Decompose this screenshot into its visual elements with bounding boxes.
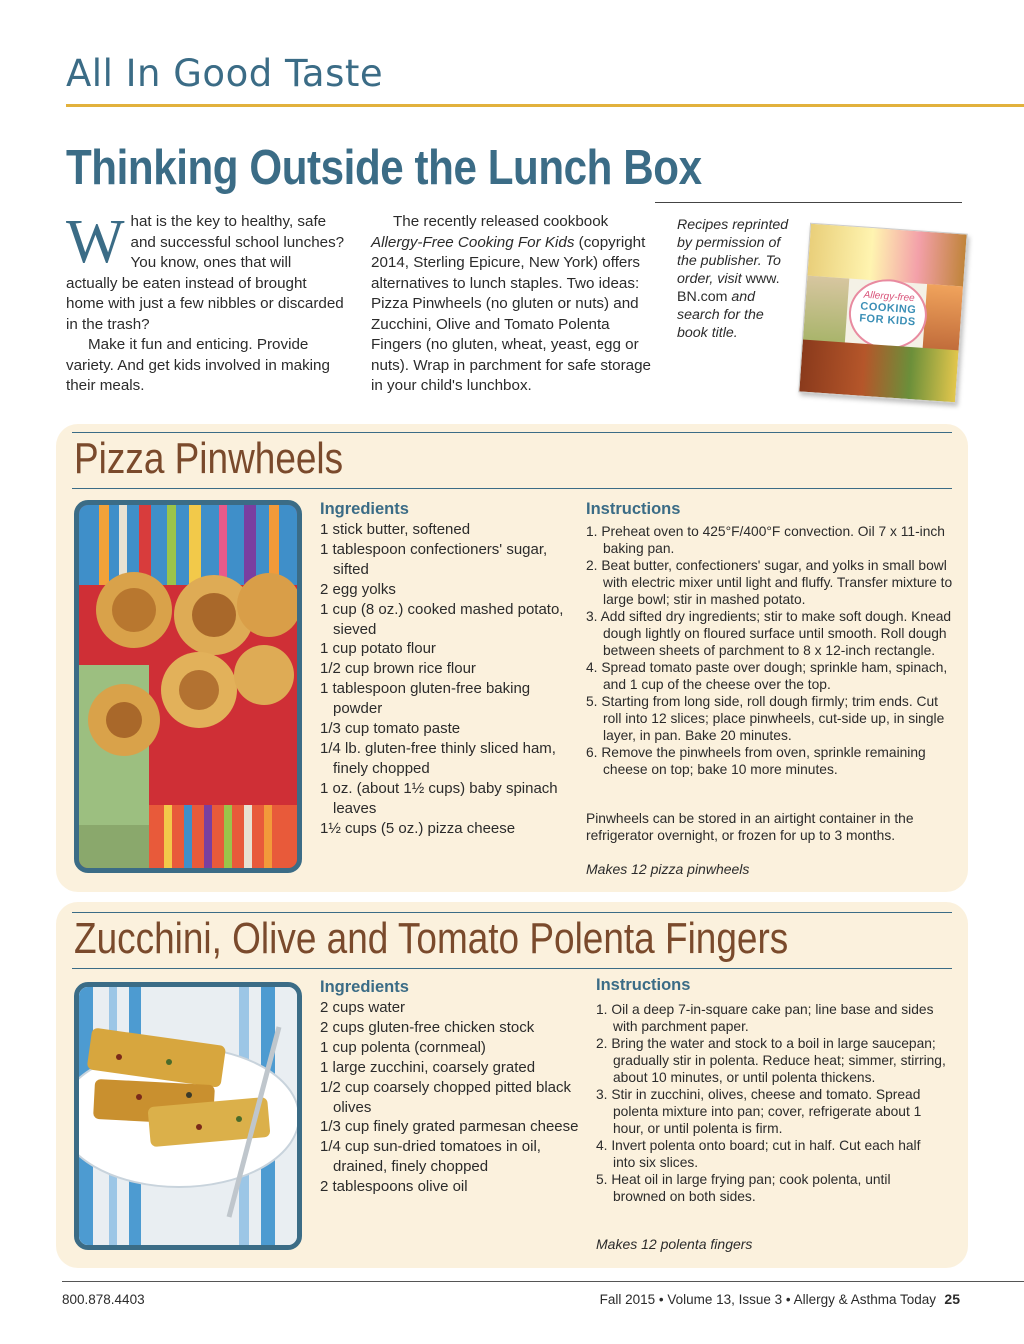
cover-right-photo [923,284,964,352]
instructions-list [596,1001,946,1205]
ingredient-item: 1 cup (8 oz.) cooked mashed potato, sieved [320,600,564,638]
recipe-yield: Makes 12 pizza pinwheels [586,861,750,877]
ingredients-heading: Ingredients [320,978,409,996]
instruction-step: 2. Bring the water and stock to a boil in large saucepan; gradually stir in polenta. Reduce heat; simmer, stirring, about 10 minutes, or until polenta thickens. [596,1036,946,1085]
intro-paragraph-3 [371,212,653,397]
intro-text-3a: The recently released cookbook [393,213,609,230]
credit-link[interactable]: www. BN.com [677,271,780,305]
intro-column-1 [66,208,346,397]
ingredient-item: 1 stick butter, softened [320,521,471,538]
polenta-fingers-photo [74,982,302,1250]
instructions-heading: Instructions [596,976,691,994]
credit-text-a: Recipes reprinted by permission of the publisher. To order, visit [677,217,789,287]
cover-title-line3: FOR KIDS [858,312,917,329]
instruction-step: 4. Invert polenta onto board; cut in half. Cut each half into six slices. [596,1138,921,1170]
footer-issue-info: Fall 2015 • Volume 13, Issue 3 • Allergy & Asthma Today [599,1292,936,1307]
ingredient-item: 1/3 cup tomato paste [320,720,461,738]
ingredient-item: 1/4 lb. gluten-free thinly sliced ham, finely chopped [320,739,556,777]
cover-title-line2: COOKING [859,300,917,317]
section-header: All In Good Taste [66,52,384,95]
instruction-step: 5. Starting from long side, roll dough firmly; trim ends. Cut roll into 12 slices; place pinwheels, cut-side up, in single layer, in pan. Bake 20 minutes. [586,694,945,743]
instructions-list [586,523,954,778]
drop-cap: W [66,208,125,276]
ingredient-item: 2 tablespoons olive oil [320,1178,468,1196]
footer-divider [62,1281,1024,1282]
ingredient-item: 1 oz. (about 1½ cups) baby spinach leaves [320,779,558,817]
ingredient-item: 1/4 cup sun-dried tomatoes in oil, drained, finely chopped [320,1138,541,1176]
intro-text-3b: (copyright 2014, Sterling Epicure, New York) offers alternatives to lunch staples. Two ideas: Pizza Pinwheels (no gluten or nuts) and Zucchini, Olive and Tomato Polenta Fingers (no gluten, wheat, yeast, egg or nuts). Wrap in parchment for safe storage in your child's lunchbox. [371,233,651,394]
ingredient-item: 1 tablespoon confectioners' sugar, sifted [320,540,548,578]
cover-title-badge [847,277,930,352]
ingredient-item: 1 tablespoon gluten-free baking powder [320,680,531,718]
ingredient-item: 1 cup polenta (cornmeal) [320,1038,486,1056]
recipe-card-polenta-fingers [56,902,968,1268]
instruction-step: 5. Heat oil in large frying pan; cook polenta, until browned on both sides. [596,1172,891,1204]
ingredient-item: 1/2 cup coarsely chopped pitted black olives [320,1078,571,1116]
instruction-step: 1. Oil a deep 7-in-square cake pan; line base and sides with parchment paper. [596,1002,934,1034]
ingredient-item: 2 egg yolks [320,580,396,598]
cookbook-title: Allergy-Free Cooking For Kids [371,233,575,251]
cookbook-cover-image [798,223,967,404]
instruction-step: 3. Stir in zucchini, olives, cheese and tomato. Spread polenta mixture into pan; cover, refrigerate about 1 hour, or until polenta is firm. [596,1087,922,1136]
recipe-yield: Makes 12 polenta fingers [596,1236,753,1252]
ingredients-list [320,998,582,1197]
footer-phone: 800.878.4403 [62,1292,145,1307]
headline-divider [655,202,962,203]
recipe-top-rule [72,432,952,433]
credit-text-b: and search for the book title. [677,289,764,341]
page-title: Thinking Outside the Lunch Box [66,141,702,195]
instructions-heading: Instructions [586,500,681,518]
recipe-title-rule [72,488,952,489]
storage-note: Pinwheels can be stored in an airtight container in the refrigerator overnight, or frozen for up to 3 months. [586,811,914,843]
ingredient-item: 1/2 cup brown rice flour [320,660,476,678]
intro-column-2 [371,212,653,397]
intro-paragraph-1 [66,208,346,335]
ingredient-item: 2 cups gluten-free chicken stock [320,1018,535,1036]
ingredient-item: 2 cups water [320,999,406,1016]
instruction-step: 3. Add sifted dry ingredients; stir to make soft dough. Knead dough lightly on floured surface until smooth. Roll dough between sheets of parchment to 8 x 12-inch rectangle. [586,609,952,658]
cover-left-photo [803,276,850,345]
recipe-card-pizza-pinwheels [56,424,968,892]
ingredients-heading: Ingredients [320,500,409,518]
pizza-pinwheels-illustration [79,505,297,868]
instruction-step: 2. Beat butter, confectioners' sugar, and yolks in small bowl with electric mixer until light and fluffy. Transfer mixture to large bowl; stir in mashed potato. [586,558,953,607]
instruction-step: 1. Preheat oven to 425°F/400°F convection. Oil 7 x 11-inch baking pan. [586,524,945,556]
intro-text-1: hat is the key to healthy, safe and successful school lunches? You know, ones that will actually be eaten instead of brought home with just a few nibbles or discarded in the trash? [66,213,345,333]
instruction-step: 4. Spread tomato paste over dough; sprinkle ham, spinach, and 1 cup of the cheese over the top. [586,660,948,692]
cover-bottom-photo [799,339,958,402]
recipe-title-rule [72,968,952,969]
recipe-title: Zucchini, Olive and Tomato Polenta Fingers [74,914,789,963]
ingredients-list [320,520,572,839]
page-number: 25 [944,1291,960,1307]
polenta-fingers-illustration [79,987,297,1245]
recipe-title: Pizza Pinwheels [74,434,344,483]
cover-title-line1: Allergy-free [863,289,916,305]
recipe-top-rule [72,912,952,913]
instruction-step: 6. Remove the pinwheels from oven, sprinkle remaining cheese on top; bake 10 more minutes. [586,745,926,777]
intro-paragraph-2: Make it fun and enticing. Provide variety. And get kids involved in making their meals. [66,336,330,394]
ingredient-item: 1/3 cup finely grated parmesan cheese [320,1118,579,1136]
pizza-pinwheels-photo [74,500,302,873]
ingredient-item: 1 large zucchini, coarsely grated [320,1058,536,1076]
publisher-credit [677,216,795,342]
section-divider [66,104,1024,107]
ingredient-item: 1½ cups (5 oz.) pizza cheese [320,819,516,837]
ingredient-item: 1 cup potato flour [320,640,436,658]
